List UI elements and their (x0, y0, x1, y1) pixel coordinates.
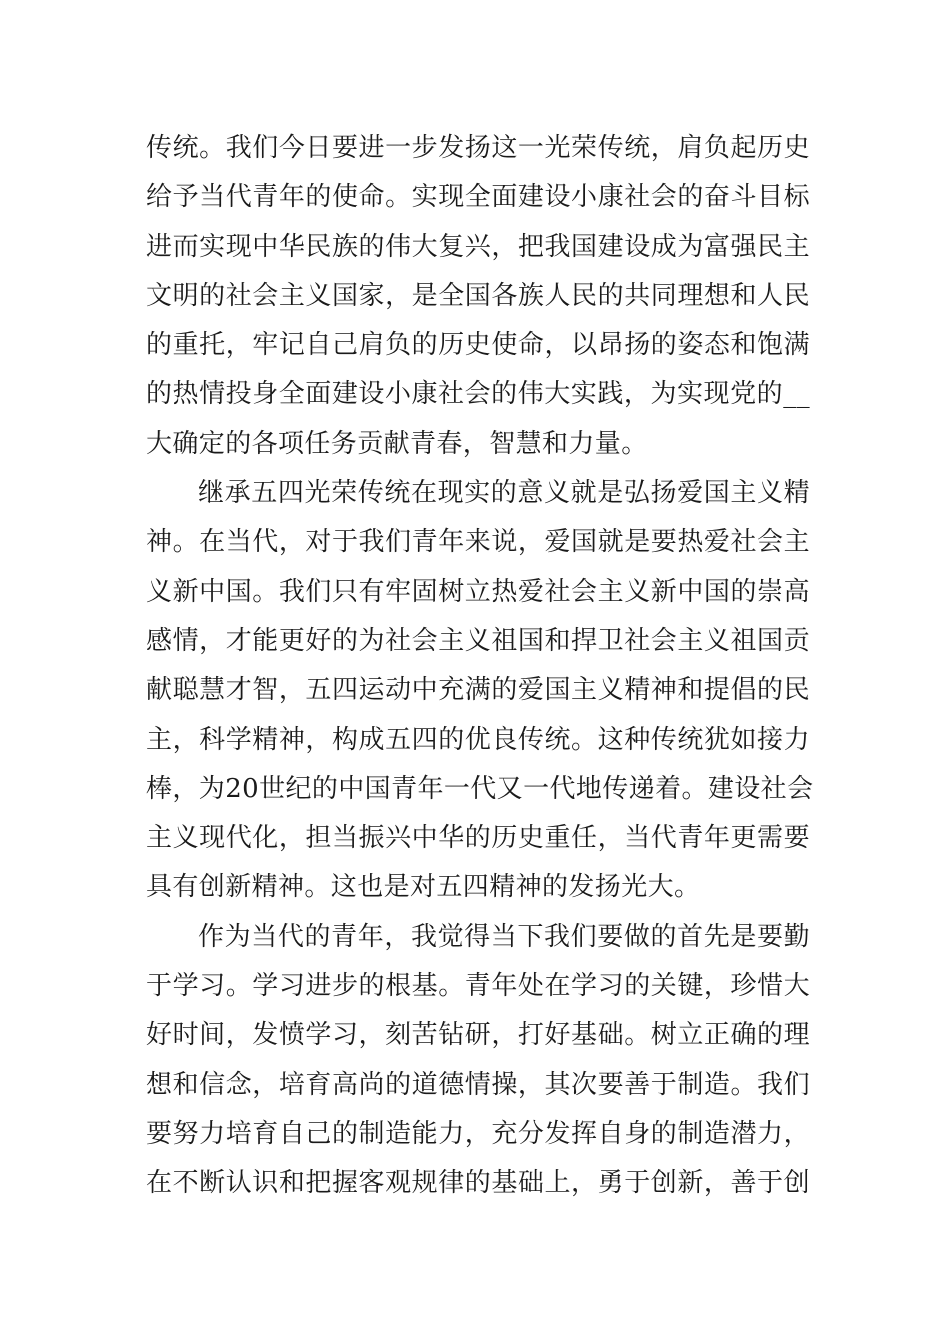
text-line: 主，科学精神，构成五四的优良传统。这种传统犹如接力 (146, 724, 810, 755)
text-line: 献聪慧才智，五四运动中充满的爱国主义精神和提倡的民 (146, 675, 810, 706)
text-line: 传统。我们今日要进一步发扬这一光荣传统，肩负起历史 (146, 133, 810, 163)
text-line: 具有创新精神。这也是对五四精神的发扬光大。 (146, 872, 701, 903)
paragraph-2 (146, 469, 814, 913)
text-line: 义新中国。我们只有牢固树立热爱社会主义新中国的崇高 (146, 576, 810, 607)
text-line: 作为当代的青年，我觉得当下我们要做的首先是要勤 (198, 921, 810, 952)
text-line: 大确定的各项任务贡献青春，智慧和力量。 (146, 428, 648, 459)
text-line: 棒，为20世纪的中国青年一代又一代地传递着。建设社会 (146, 773, 814, 804)
text-line: 进而实现中华民族的伟大复兴，把我国建设成为富强民主 (146, 231, 810, 262)
text-line: 主义现代化，担当振兴中华的历史重任，当代青年更需要 (146, 823, 810, 854)
text-line: 在不断认识和把握客观规律的基础上，勇于创新，善于创 (146, 1168, 810, 1199)
text-line: 的热情投身全面建设小康社会的伟大实践，为实现党的__ (146, 379, 810, 410)
text-line: 神。在当代，对于我们青年来说，爱国就是要热爱社会主 (146, 527, 810, 558)
text-line: 想和信念，培育高尚的道德情操，其次要善于制造。我们 (146, 1069, 810, 1100)
text-line: 的重托，牢记自己肩负的历史使命，以昂扬的姿态和饱满 (146, 330, 810, 361)
text-line: 感情，才能更好的为社会主义祖国和捍卫社会主义祖国贡 (146, 625, 810, 656)
paragraph-1 (146, 124, 810, 469)
text-line: 好时间，发愤学习，刻苦钻研，打好基础。树立正确的理 (146, 1020, 810, 1051)
text-line: 要努力培育自己的制造能力，充分发挥自身的制造潜力， (146, 1118, 810, 1149)
text-line: 文明的社会主义国家，是全国各族人民的共同理想和人民 (146, 280, 810, 311)
body-text (146, 124, 814, 1209)
text-line: 继承五四光荣传统在现实的意义就是弘扬爱国主义精 (198, 478, 810, 509)
text-line: 给予当代青年的使命。实现全面建设小康社会的奋斗目标 (146, 182, 810, 213)
text-line: 于学习。学习进步的根基。青年处在学习的关键，珍惜大 (146, 971, 810, 1002)
paragraph-3 (146, 913, 810, 1209)
